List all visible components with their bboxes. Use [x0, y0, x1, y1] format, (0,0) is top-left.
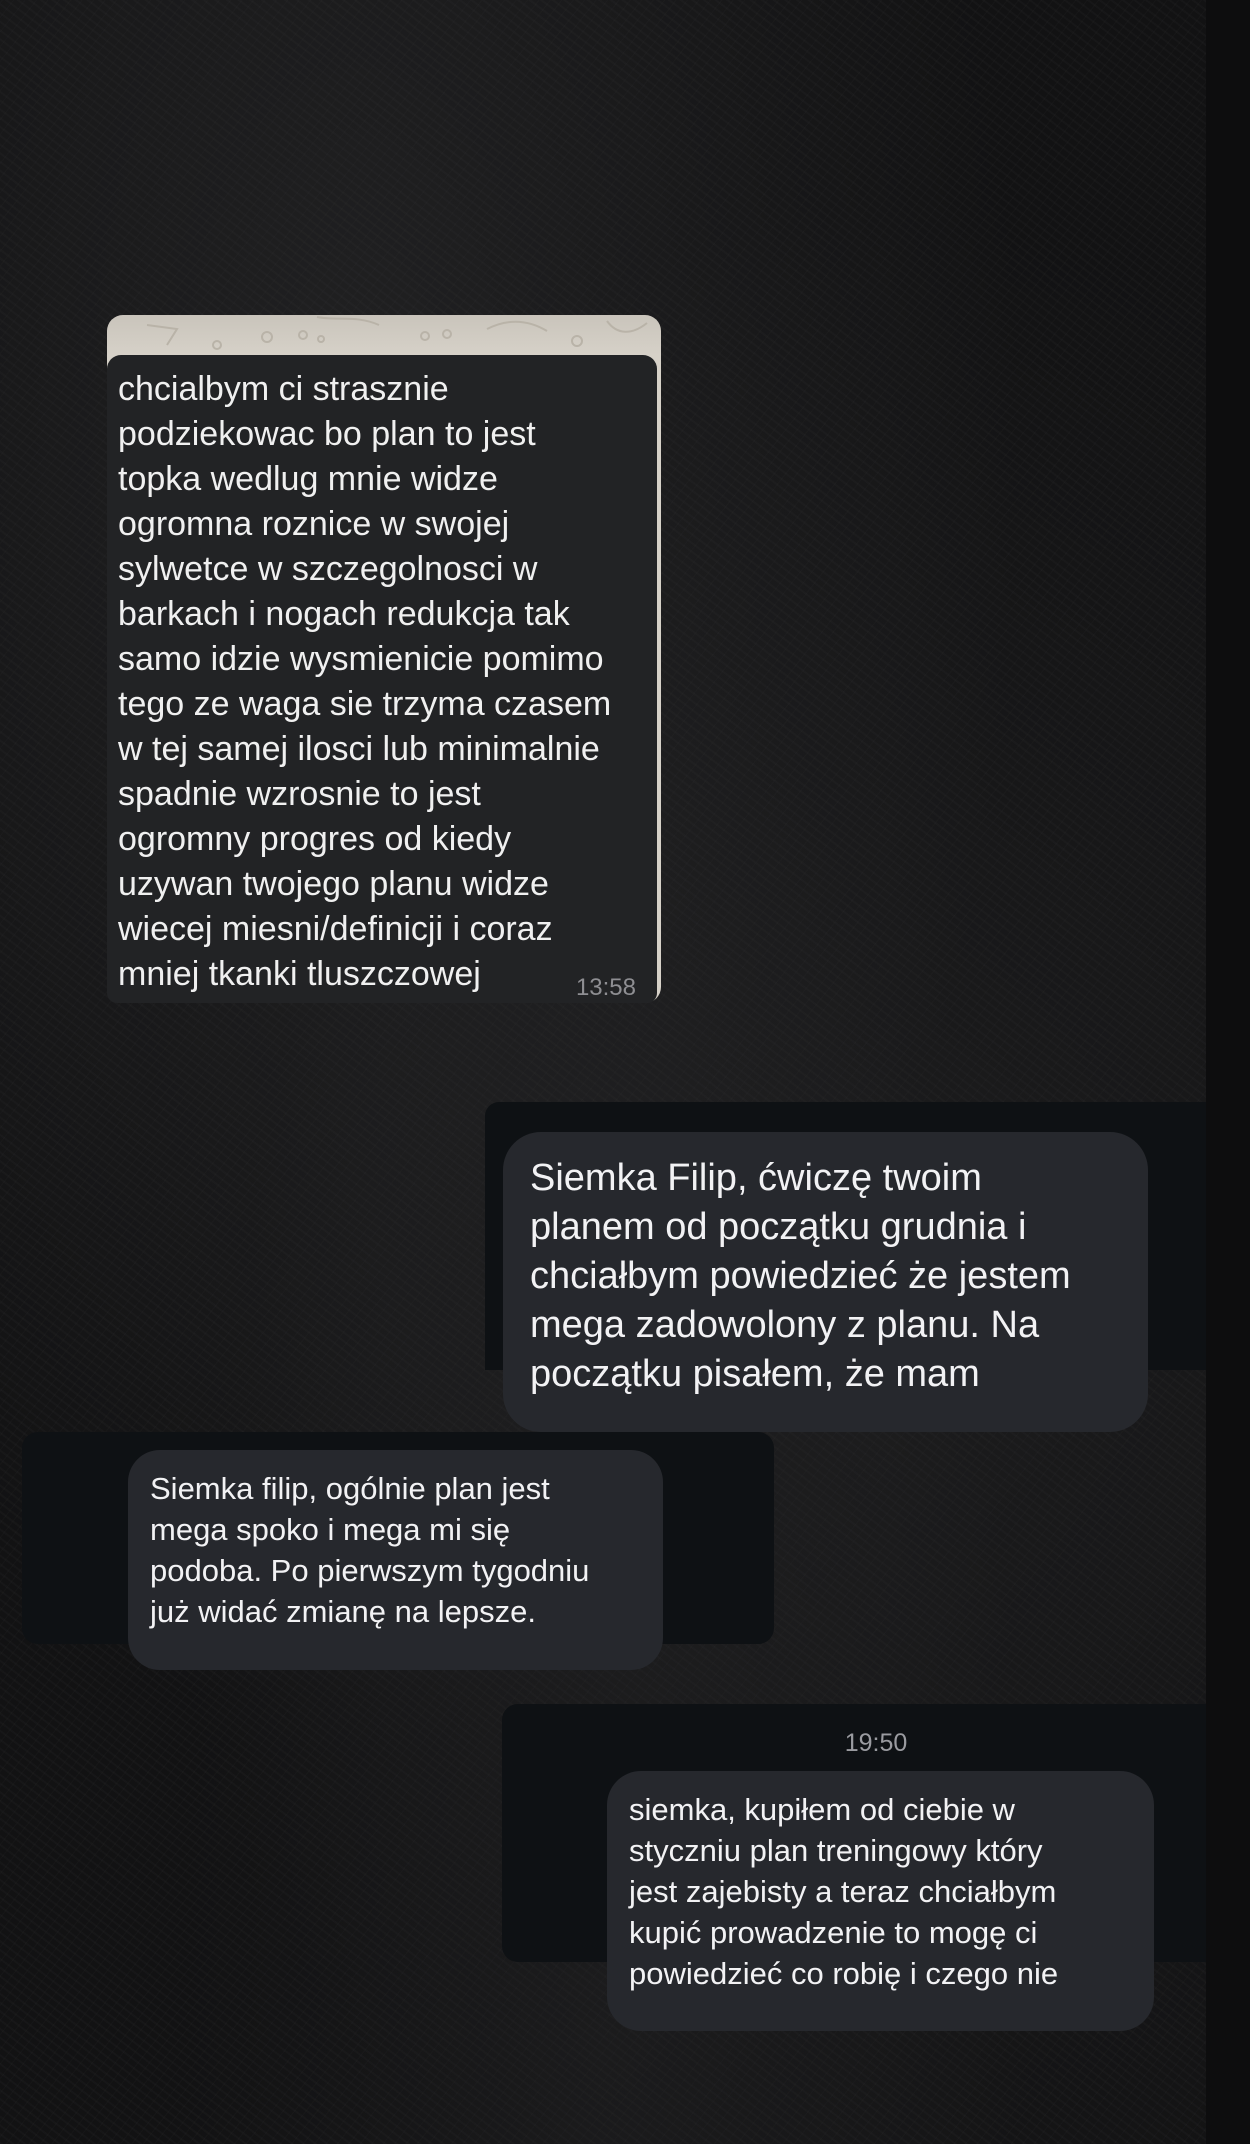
message-time: 13:58 [575, 974, 636, 1001]
message-text: Siemka filip, ogólnie plan jest mega spoko i mega mi się podoba. Po pierwszym tygodniu już widać zmianę na lepsze. [150, 1471, 590, 1629]
chat-screenshot-4 [502, 1704, 1206, 1991]
received-message-bubble [607, 1771, 1154, 2031]
received-message-bubble [107, 355, 657, 1003]
chat-wallpaper-doodles [107, 315, 661, 355]
received-message-bubble [128, 1450, 663, 1670]
chat-screenshot-1 [107, 315, 661, 1003]
chat-screenshot-2 [485, 1102, 1206, 1395]
chat-timestamp: 19:50 [844, 1729, 908, 1757]
message-text: siemka, kupiłem od ciebie w styczniu plan treningowy który jest zajebisty a teraz chciałbym kupić prowadzenie to mogę ci powiedzieć co robię i czego nie [629, 1792, 1059, 1991]
chat-screenshot-3 [22, 1432, 774, 1644]
message-text: Siemka Filip, ćwiczę twoim planem od początku grudnia i chciałbym powiedzieć że jestem mega zadowolony z planu. Na początku pisałem, że mam [530, 1157, 1071, 1395]
received-message-bubble [503, 1132, 1148, 1432]
message-text: chcialbym ci strasznie podziekowac bo plan to jest topka wedlug mnie widze ogromna roznice w swojej sylwetce w szczegolnosci w barkach i nogach redukcja tak samo idzie wysmienicie pomimo tego ze waga sie trzyma czasem w tej samej ilosci lub minimalnie spadnie wzrosnie to jest ogromny progres od kiedy uzywan twojego planu widze wiecej miesni/definicji i coraz mniej tkanki tluszczowej [118, 370, 612, 993]
